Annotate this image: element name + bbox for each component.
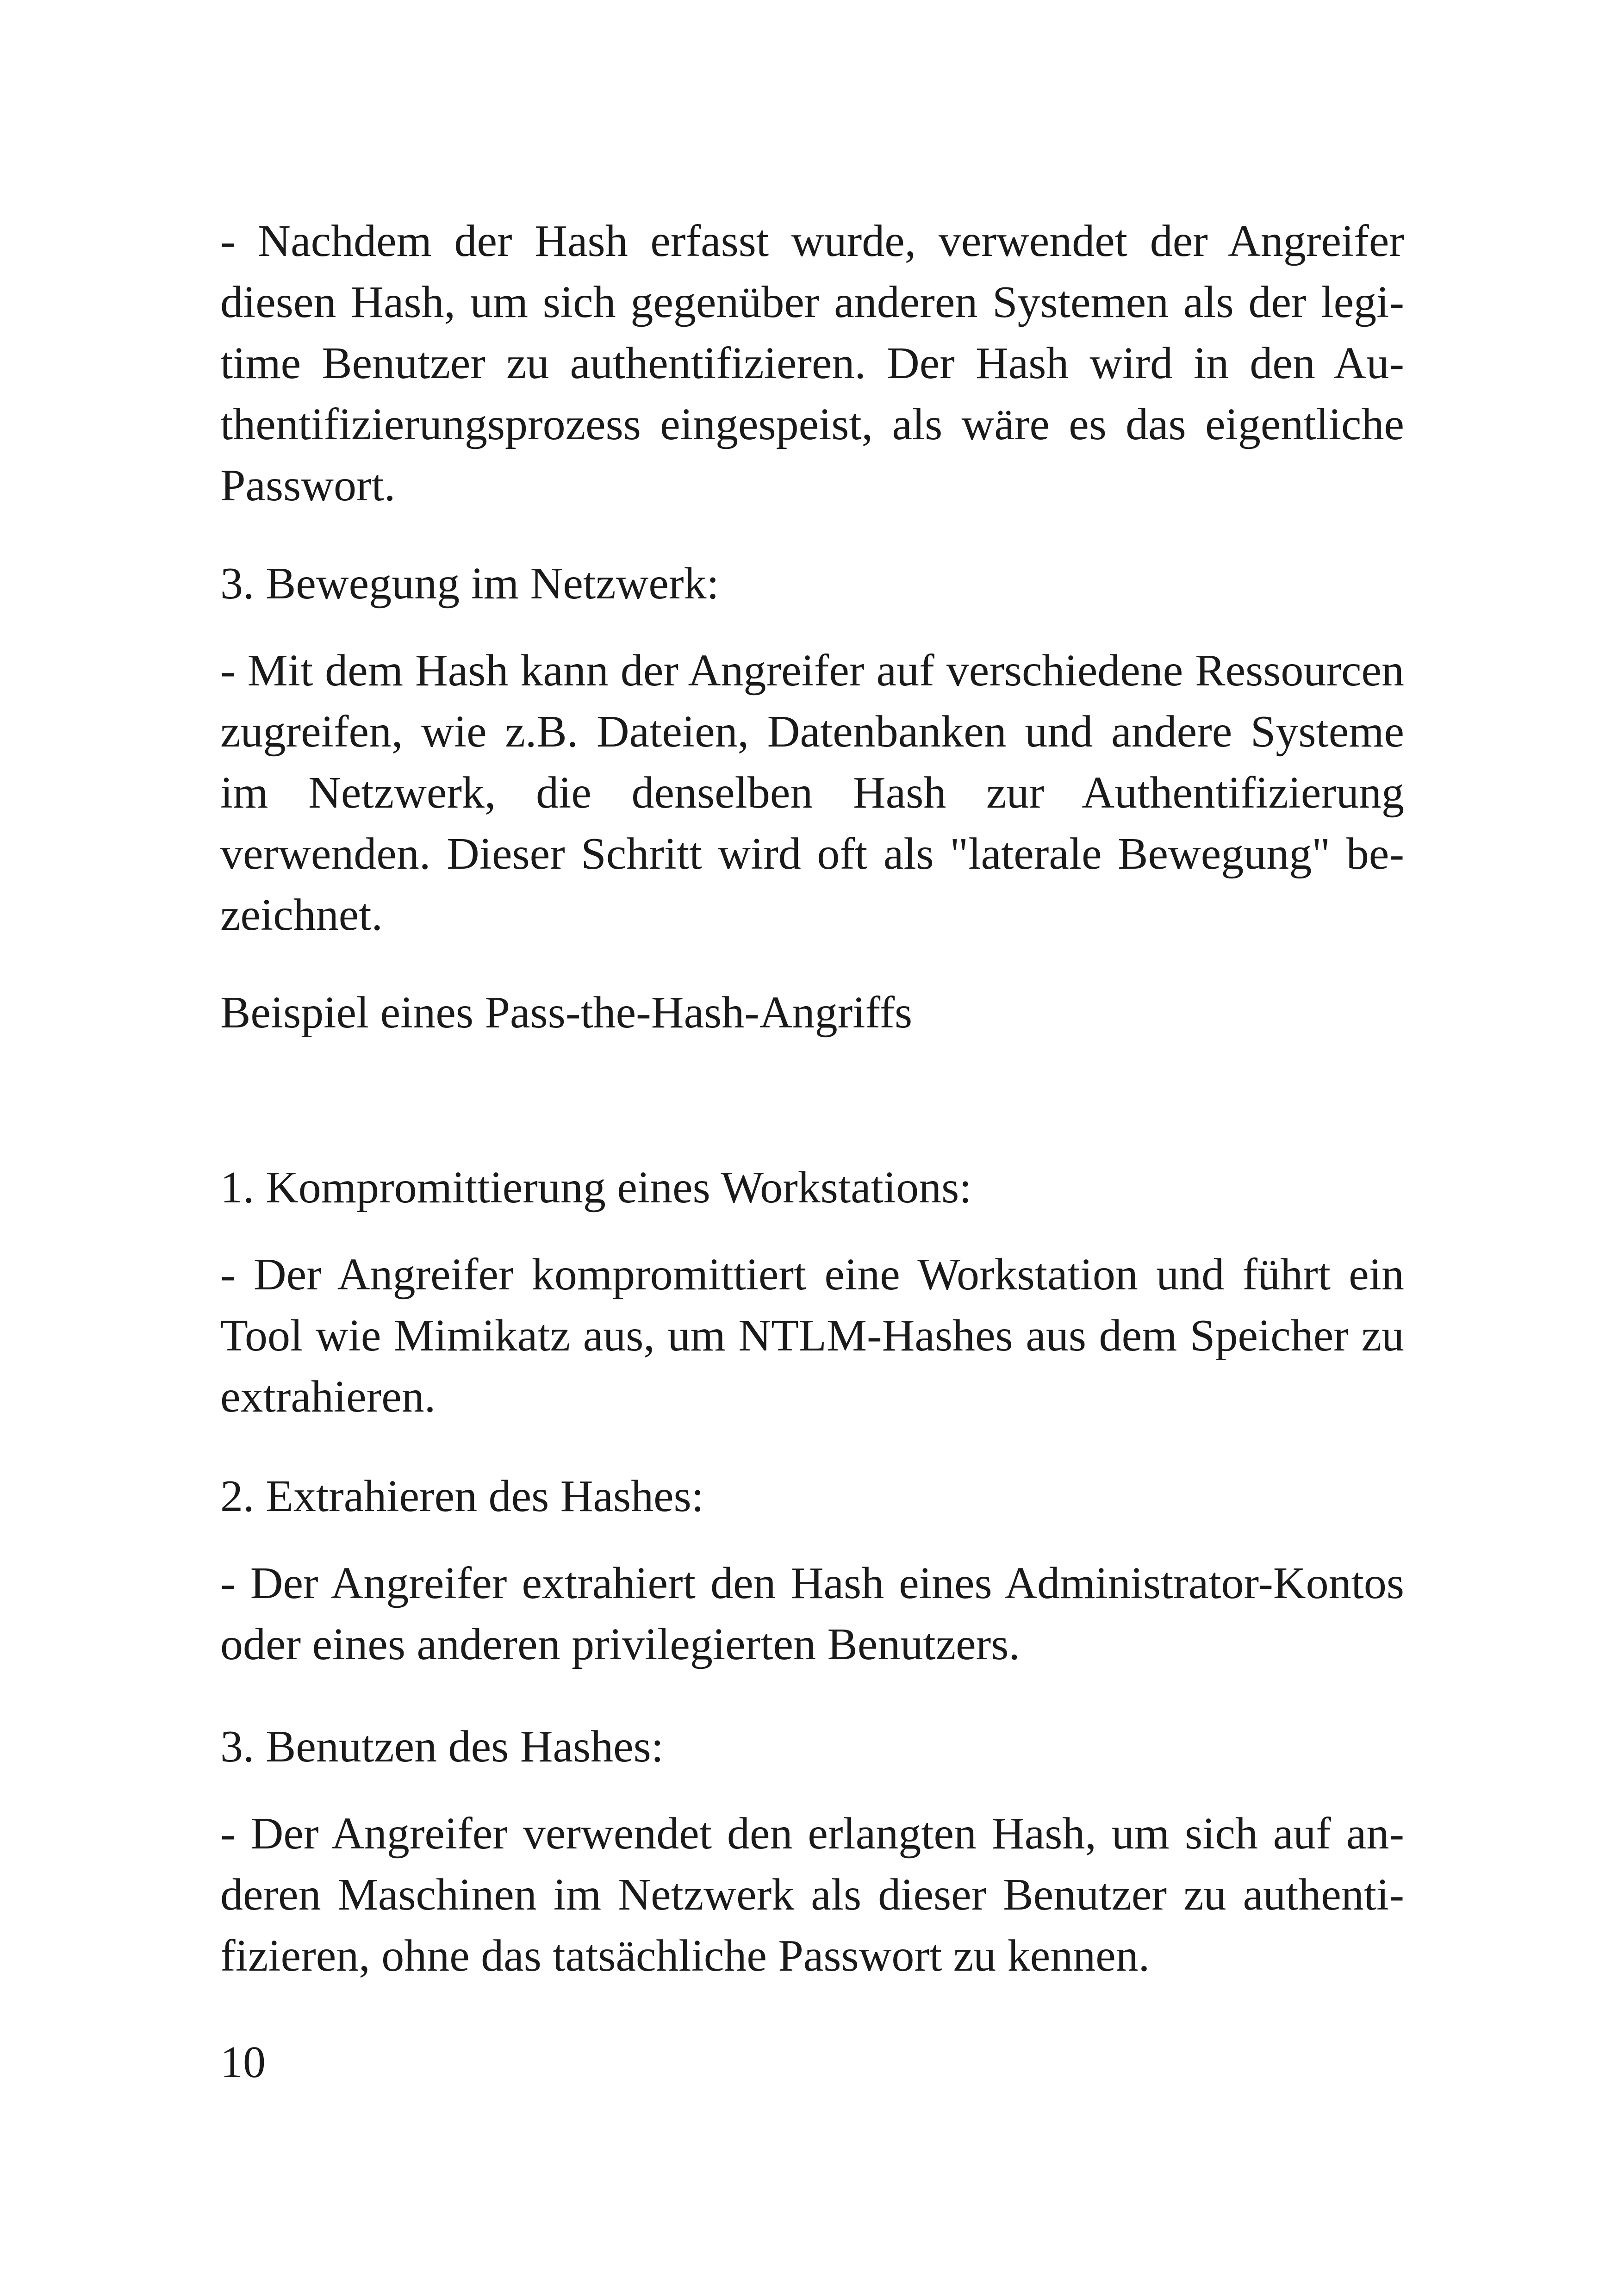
paragraph-lateral-movement: - Mit dem Hash kann der Angreifer auf verschiedene Ressourcen zugreifen, wie z.B. Dateien, Datenbanken und andere Systeme im Netzwerk, die denselben Hash zur Authentifizierung verwenden. Dieser Schritt wird oft als "laterale Bewegung" bezeichnet. [220, 646, 1404, 940]
paragraph-authenticate-other-machines: - Der Angreifer verwendet den erlangten Hash, um sich auf anderen Maschinen im Netzwerk als dieser Benutzer zu authentifizieren, ohne das tatsächliche Passwort zu kennen. [220, 1809, 1404, 1981]
heading-example-attack: Beispiel eines Pass-the-Hash-Angriffs [220, 988, 913, 1038]
paragraph-mimikatz: - Der Angreifer kompromittiert eine Workstation und führt ein Tool wie Mimikatz aus, um NTLM-Hashes aus dem Speicher zu extrahieren. [220, 1250, 1404, 1422]
page-number: 10 [220, 2037, 266, 2087]
heading-network-movement: 3. Bewegung im Netzwerk: [220, 559, 719, 609]
paragraph-admin-hash: - Der Angreifer extrahiert den Hash eines Administrator-Kontos oder eines anderen privilegierten Benutzers. [220, 1558, 1404, 1669]
heading-extract-hash: 2. Extrahieren des Hashes: [220, 1471, 704, 1521]
paragraph-hash-authentication: - Nachdem der Hash erfasst wurde, verwendet der Angreifer diesen Hash, um sich gegenüber anderen Systemen als der legitime Benutzer zu authentifizieren. Der Hash wird in den Authentifizierungsprozess eingespeist, als wäre es das eigentliche Passwort. [220, 216, 1404, 510]
heading-compromise-workstation: 1. Kompromittierung eines Workstations: [220, 1163, 972, 1213]
heading-use-hash: 3. Benutzen des Hashes: [220, 1722, 664, 1772]
